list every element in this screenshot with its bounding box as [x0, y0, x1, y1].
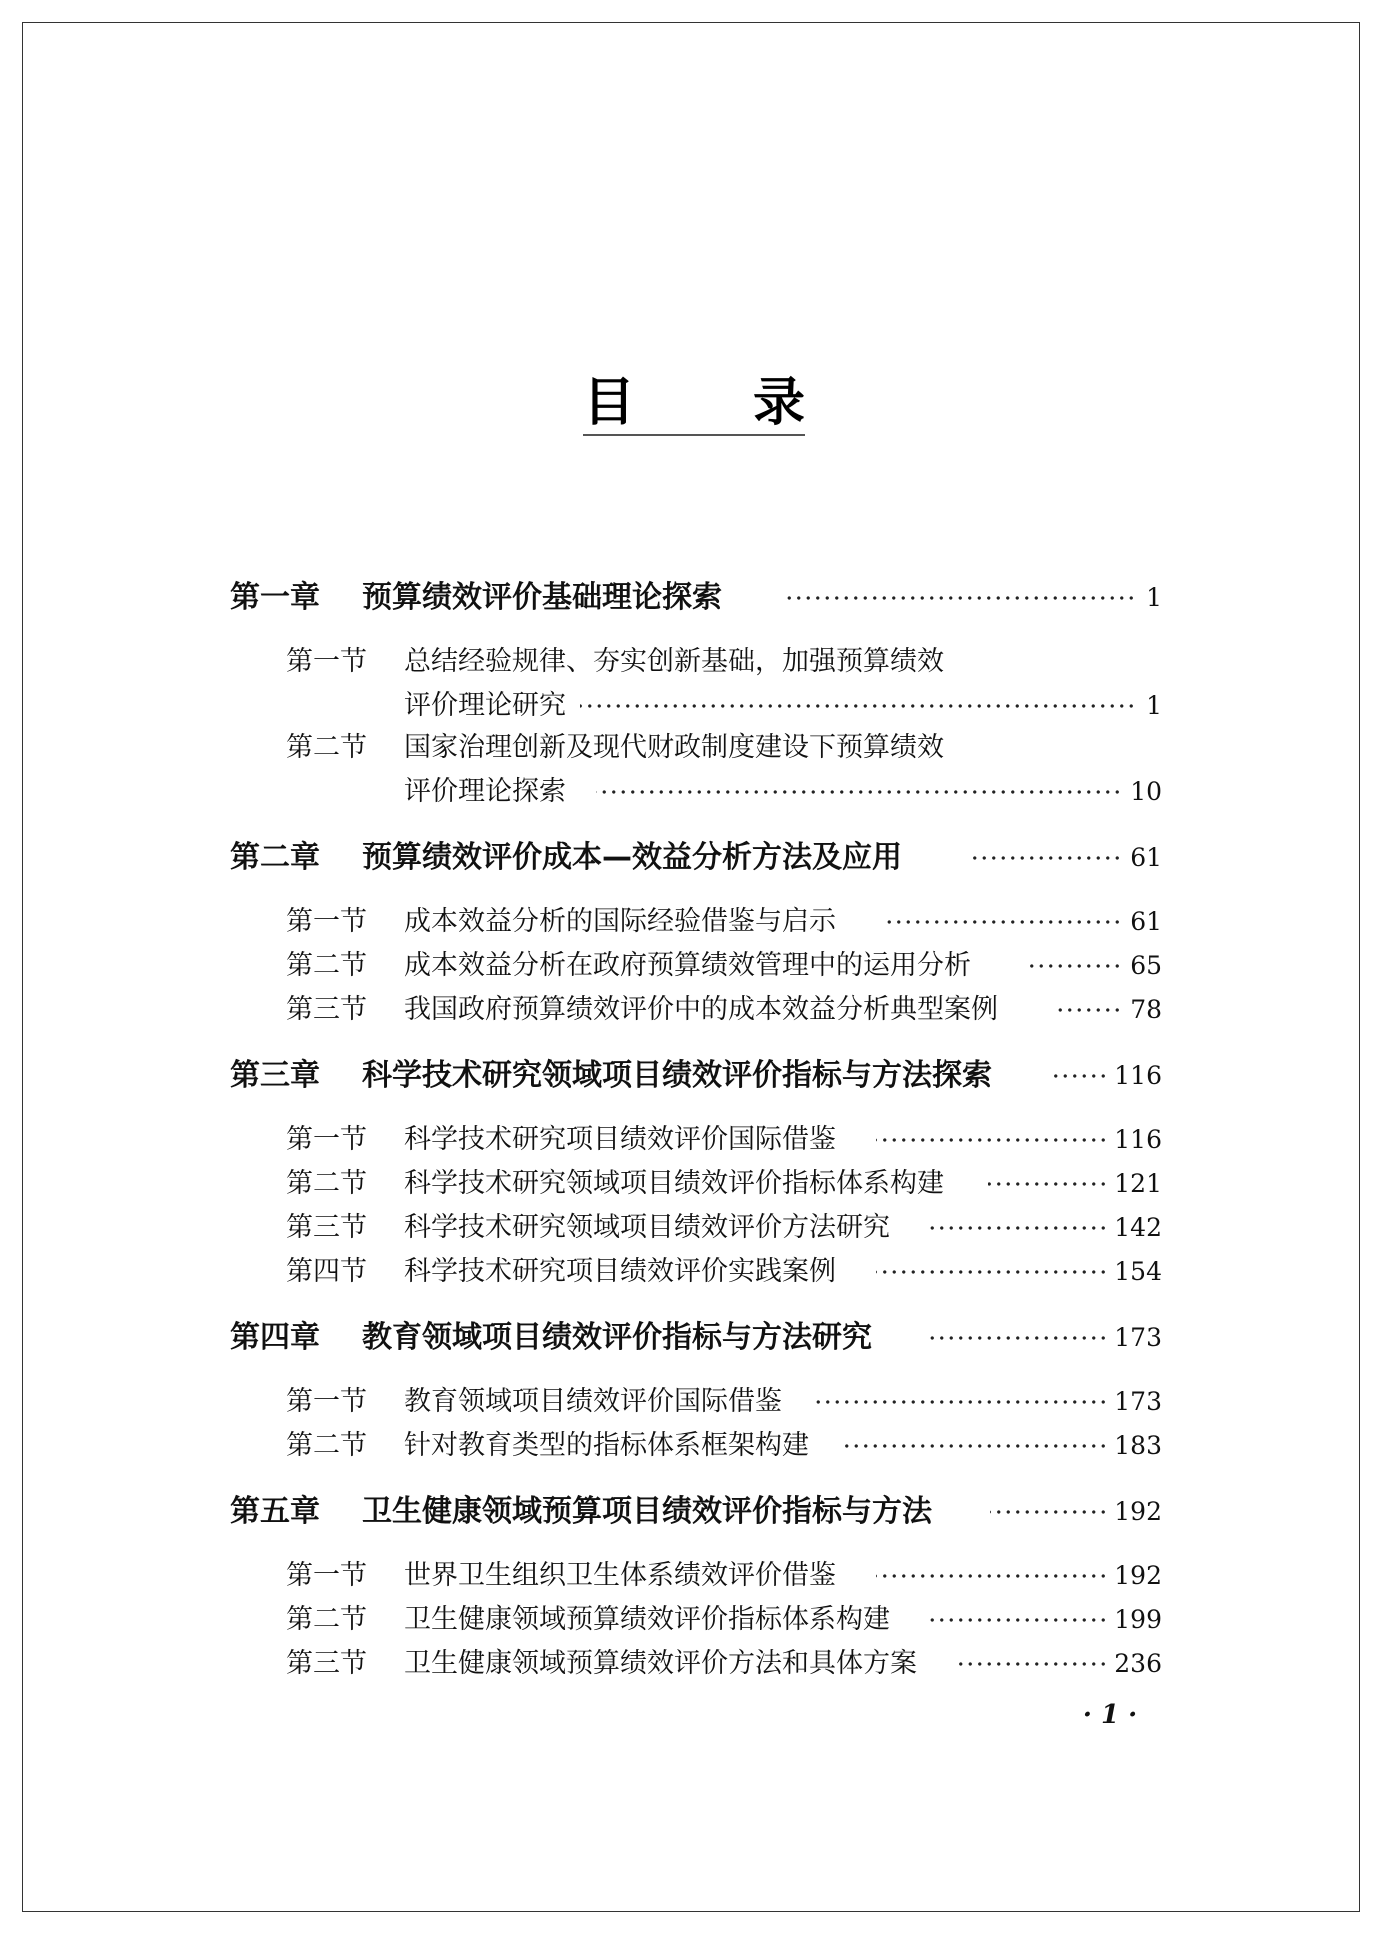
- toc-section-entry[interactable]: [0, 990, 1386, 1030]
- dot-leader: [596, 778, 1122, 806]
- page-number: 10: [1130, 777, 1162, 806]
- page-number: 154: [1114, 1257, 1162, 1286]
- section-title: 成本效益分析的国际经验借鉴与启示: [404, 906, 836, 937]
- section-title: 总结经验规律、夯实创新基础，加强预算绩效: [404, 646, 944, 677]
- section-label: 第三节: [286, 994, 367, 1025]
- chapter-label: 第五章: [230, 1494, 320, 1529]
- section-title: 国家治理创新及现代财政制度建设下预算绩效: [404, 732, 944, 763]
- page-number: 121: [1114, 1169, 1162, 1198]
- page-number: 1: [1146, 583, 1162, 612]
- title-underline: [583, 434, 805, 436]
- dot-leader: [876, 1258, 1108, 1286]
- section-title: 科学技术研究项目绩效评价实践案例: [404, 1256, 836, 1287]
- page-number: 116: [1114, 1125, 1162, 1154]
- section-title: 教育领域项目绩效评价国际借鉴: [404, 1386, 782, 1417]
- chapter-title: 预算绩效评价成本—效益分析方法及应用: [362, 840, 902, 875]
- dot-leader: [988, 1170, 1108, 1198]
- dot-leader: [1030, 952, 1122, 980]
- page-number: 1: [1146, 691, 1162, 720]
- dot-leader: [814, 1388, 1108, 1416]
- toc-chapter-entry[interactable]: [0, 578, 1386, 618]
- title-char-2: 录: [752, 373, 805, 433]
- section-label: 第一节: [286, 906, 367, 937]
- toc-chapter-entry[interactable]: [0, 1056, 1386, 1096]
- section-title: 我国政府预算绩效评价中的成本效益分析典型案例: [404, 994, 998, 1025]
- page-number: 61: [1130, 843, 1162, 872]
- toc-section-entry[interactable]: [0, 1164, 1386, 1204]
- toc-section-entry[interactable]: [0, 1208, 1386, 1248]
- page-number: 78: [1130, 995, 1162, 1024]
- chapter-label: 第一章: [230, 580, 320, 615]
- section-label: 第三节: [286, 1648, 367, 1679]
- dot-leader: [1058, 996, 1122, 1024]
- dot-leader: [876, 1126, 1108, 1154]
- toc-section-entry[interactable]: [0, 1600, 1386, 1640]
- toc-section-entry[interactable]: [0, 1556, 1386, 1596]
- dot-leader: [930, 1324, 1108, 1352]
- chapter-label: 第三章: [230, 1058, 320, 1093]
- section-title: 卫生健康领域预算绩效评价指标体系构建: [404, 1604, 890, 1635]
- section-label: 第二节: [286, 1430, 367, 1461]
- dot-leader: [782, 584, 1136, 612]
- section-title: 科学技术研究领域项目绩效评价指标体系构建: [404, 1168, 944, 1199]
- page-number: 183: [1114, 1431, 1162, 1460]
- dot-leader: [970, 844, 1122, 872]
- title-char-1: 目: [583, 373, 636, 433]
- section-label: 第二节: [286, 1168, 367, 1199]
- toc-section-entry[interactable]: [0, 1252, 1386, 1292]
- section-label: 第二节: [286, 732, 367, 763]
- section-title: 针对教育类型的指标体系框架构建: [404, 1430, 809, 1461]
- dot-leader: [930, 1606, 1108, 1634]
- dot-leader: [930, 1214, 1108, 1242]
- page-number: 236: [1114, 1649, 1162, 1678]
- section-title: 科学技术研究领域项目绩效评价方法研究: [404, 1212, 890, 1243]
- chapter-label: 第四章: [230, 1320, 320, 1355]
- section-label: 第四节: [286, 1256, 367, 1287]
- toc-section-entry[interactable]: [0, 902, 1386, 942]
- section-label: 第三节: [286, 1212, 367, 1243]
- page-number: 142: [1114, 1213, 1162, 1242]
- toc-section-entry[interactable]: [0, 1120, 1386, 1160]
- page-number: 116: [1114, 1061, 1162, 1090]
- page-number: 173: [1114, 1323, 1162, 1352]
- toc-section-entry[interactable]: [0, 728, 1386, 768]
- dot-leader: [580, 692, 1136, 720]
- section-label: 第二节: [286, 1604, 367, 1635]
- toc-section-entry[interactable]: [0, 1426, 1386, 1466]
- section-label: 第二节: [286, 950, 367, 981]
- chapter-title: 教育领域项目绩效评价指标与方法研究: [362, 1320, 872, 1355]
- dot-leader: [956, 1650, 1108, 1678]
- dot-leader: [990, 1498, 1108, 1526]
- toc-section-entry[interactable]: [0, 1382, 1386, 1422]
- page-title: [583, 368, 805, 438]
- dot-leader: [840, 1432, 1108, 1460]
- page-number: 192: [1114, 1497, 1162, 1526]
- toc-continuation-line[interactable]: [0, 772, 1386, 812]
- dot-leader: [876, 1562, 1108, 1590]
- section-label: 第一节: [286, 1560, 367, 1591]
- section-label: 第一节: [286, 1124, 367, 1155]
- toc-continuation-line[interactable]: [0, 686, 1386, 726]
- section-title: 评价理论探索: [404, 776, 566, 807]
- section-title: 世界卫生组织卫生体系绩效评价借鉴: [404, 1560, 836, 1591]
- toc-section-entry[interactable]: [0, 946, 1386, 986]
- section-title: 评价理论研究: [404, 690, 566, 721]
- section-title: 成本效益分析在政府预算绩效管理中的运用分析: [404, 950, 971, 981]
- page-number: 65: [1130, 951, 1162, 980]
- section-label: 第一节: [286, 1386, 367, 1417]
- page-number-footer: · 1 ·: [1082, 1700, 1138, 1730]
- toc-chapter-entry[interactable]: [0, 838, 1386, 878]
- section-title: 卫生健康领域预算绩效评价方法和具体方案: [404, 1648, 917, 1679]
- toc-chapter-entry[interactable]: [0, 1492, 1386, 1532]
- page-number: 61: [1130, 907, 1162, 936]
- page-number: 199: [1114, 1605, 1162, 1634]
- page-number: 173: [1114, 1387, 1162, 1416]
- section-title: 科学技术研究项目绩效评价国际借鉴: [404, 1124, 836, 1155]
- chapter-title: 卫生健康领域预算项目绩效评价指标与方法: [362, 1494, 932, 1529]
- chapter-title: 预算绩效评价基础理论探索: [362, 580, 722, 615]
- toc-section-entry[interactable]: [0, 642, 1386, 682]
- chapter-label: 第二章: [230, 840, 320, 875]
- dot-leader: [1048, 1062, 1108, 1090]
- dot-leader: [882, 908, 1122, 936]
- toc-chapter-entry[interactable]: [0, 1318, 1386, 1358]
- section-label: 第一节: [286, 646, 367, 677]
- page-number: 192: [1114, 1561, 1162, 1590]
- toc-section-entry[interactable]: [0, 1644, 1386, 1684]
- chapter-title: 科学技术研究领域项目绩效评价指标与方法探索: [362, 1058, 992, 1093]
